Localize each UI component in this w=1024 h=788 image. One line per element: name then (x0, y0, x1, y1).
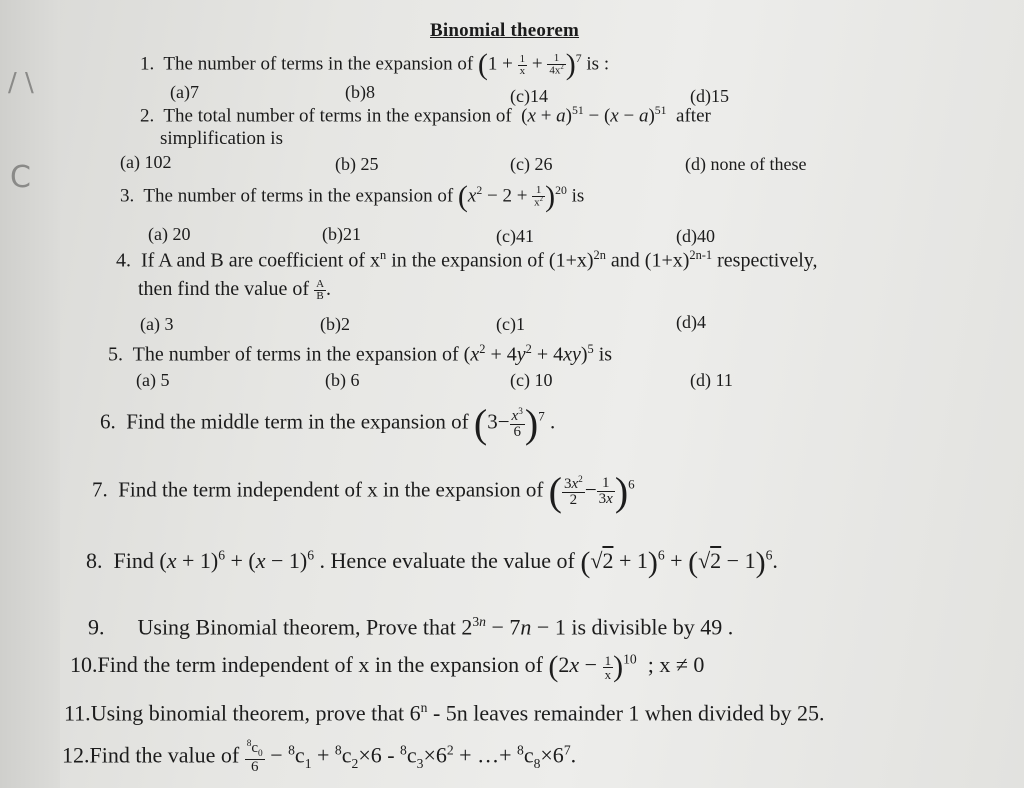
q4-option-b: (b)2 (320, 314, 350, 334)
q5-option-d: (d) 11 (690, 370, 733, 390)
q1-option-c: (c)14 (510, 86, 548, 106)
q1-option-a: (a)7 (170, 82, 199, 102)
question-1: 1. The number of terms in the expansion of (1 + $\frac{1}{x}$ + $\frac{1}{4x^2}$ )$^7$ is : (140, 48, 610, 81)
question-12: 12.Find the value of $\frac{^8c_0}{6}$ − $^8c_1 + ^8c_2\times 6 - ^8c_3\times 6^2$ + …+ $^8c_8\times 6^7$. (62, 739, 577, 776)
q3-option-c: (c)41 (496, 226, 534, 246)
q3-option-d: (d)40 (676, 226, 715, 246)
question-2: 2. The total number of terms in the expansion of $(x + a)^{51} - (x - a)^{51}$ after (140, 104, 711, 127)
q3-option-b: (b)21 (322, 224, 361, 244)
q4-option-c: (c)1 (496, 314, 525, 334)
question-2-line-2: simplification is (160, 128, 283, 149)
q4-option-a: (a) 3 (140, 314, 174, 334)
q1-option-b: (b)8 (345, 82, 375, 102)
page-title: Binomial theorem (430, 20, 580, 41)
question-10: 10.Find the term independent of x in the expansion of (2x − $\frac{1}{x}$ )$^{10}$ ; x ≠ 0 (70, 650, 705, 683)
question-7: 7. Find the term independent of x in the expansion of ( $\frac{3x^2}{2}$ − $\frac{1}{3x}$ )$^6$ (92, 469, 635, 514)
question-8: 8. Find $(x + 1)^6 + (x - 1)^6$ . Hence evaluate the value of $(√2 + 1)^6 + (√2 - 1)^6$. (86, 546, 778, 579)
q2-option-c: (c) 26 (510, 154, 553, 174)
question-4: 4. If A and B are coefficient of $x^n$ in the expansion of $(1+x)^{2n}$ and $(1+x)^{2n-1}$ respectively, (116, 248, 818, 272)
q5-option-c: (c) 10 (510, 370, 553, 390)
page-edge-shadow (0, 0, 60, 788)
q5-option-a: (a) 5 (136, 370, 170, 390)
question-3: 3. The number of terms in the expansion of ($x^2 - 2$ + $\frac{1}{x^2}$ )$^{20}$ is (120, 180, 585, 213)
q2-option-a: (a) 102 (120, 152, 172, 172)
q4-option-d: (d)4 (676, 312, 706, 332)
margin-scribble: / \ (8, 68, 34, 98)
question-4-line-2: then find the value of $\frac{A}{B}$ . (138, 277, 332, 302)
question-6: 6. Find the middle term in the expansion of (3− $\frac{x^3}{6}$ )$^7$ . (100, 401, 556, 446)
q2-option-b: (b) 25 (335, 154, 379, 174)
question-11: 11.Using binomial theorem, prove that 6$^n$ - 5n leaves remainder 1 when divided by 25. (64, 700, 825, 726)
q5-option-b: (b) 6 (325, 370, 360, 390)
question-5: 5. The number of terms in the expansion of $(x^2 + 4y^2 + 4xy)^5$ is (108, 342, 613, 366)
q3-option-a: (a) 20 (148, 224, 191, 244)
question-9: 9. Using Binomial theorem, Prove that $2^{3n} - 7n - 1$ is divisible by 49 . (88, 614, 734, 640)
q1-option-d: (d)15 (690, 86, 729, 106)
margin-scribble: C (10, 160, 31, 195)
q2-option-d: (d) none of these (685, 154, 807, 174)
